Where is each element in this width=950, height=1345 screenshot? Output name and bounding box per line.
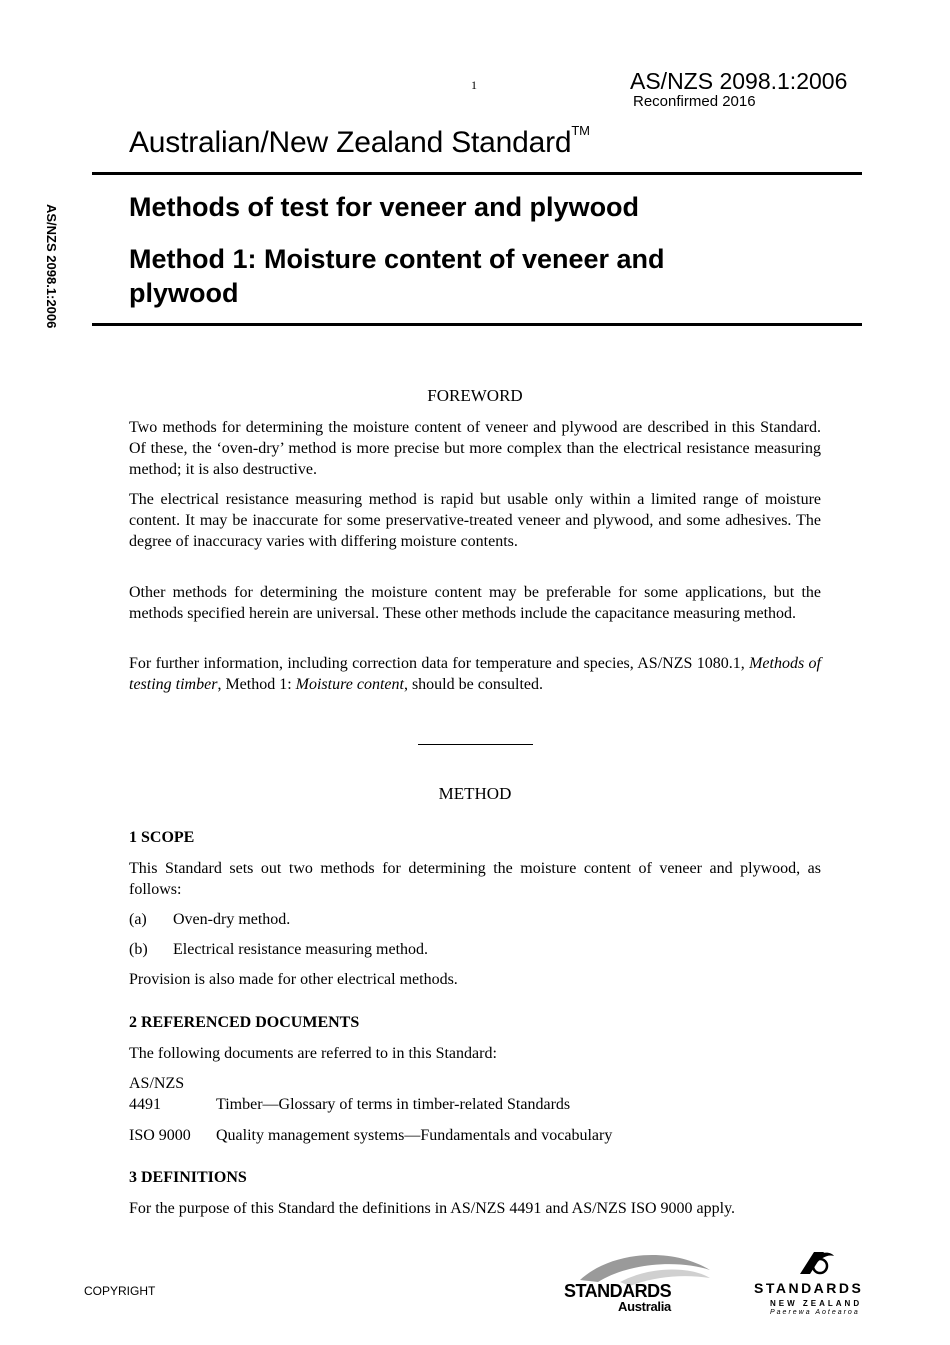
definitions-text: For the purpose of this Standard the definitions in AS/NZS 4491 and AS/NZS ISO 9000 apply.: [129, 1200, 736, 1217]
brand-title: [129, 123, 590, 160]
scope-item-b: [129, 939, 821, 960]
side-standard-label: AS/NZS 2098.1:2006: [44, 204, 59, 329]
scope-item-b-text: Electrical resistance measuring method.: [173, 941, 429, 958]
reconfirmed-label: Reconfirmed 2016: [633, 93, 756, 110]
p4-text-e: , should be consulted.: [403, 676, 544, 693]
method-title-line-1: Method 1: Moisture content of veneer and: [129, 244, 665, 274]
p4-text-a: For further information, including correction data for temperature and species, AS/NZS 1080.1,: [129, 655, 750, 672]
copyright-label: COPYRIGHT: [84, 1284, 156, 1298]
standards-new-zealand-logo: [752, 1248, 877, 1320]
reference-row-2: [129, 1125, 821, 1146]
p4-title-1: Methods of testing timber: [129, 655, 821, 693]
method-title: [129, 242, 769, 310]
standards-nz-sub: NEW ZEALAND: [770, 1299, 863, 1308]
method-title-line-2: plywood: [129, 278, 239, 308]
reference-1-title: Timber—Glossary of terms in timber-related Standards: [216, 1096, 571, 1113]
scope-item-b-label: (b): [129, 941, 148, 958]
title-bottom-rule: [92, 323, 862, 326]
reference-2-code: ISO 9000: [129, 1127, 191, 1144]
foreword-heading: FOREWORD: [427, 386, 523, 405]
p4-text-c: , Method 1:: [217, 676, 296, 693]
scope-intro: This Standard sets out two methods for determining the moisture content of veneer and plywood, as follows:: [129, 860, 821, 898]
method-heading: METHOD: [438, 784, 512, 803]
foreword-paragraph-1: Two methods for determining the moisture content of veneer and plywood are described in this Standard. Of these, the ‘oven-dry’ method is more precise but more complex than the electrical resistance measuring method; it is also destructive.: [129, 419, 821, 478]
section-divider: [418, 744, 533, 745]
scope-item-a-text: Oven-dry method.: [173, 911, 291, 928]
standards-australia-name: STANDARDS: [564, 1281, 672, 1301]
foreword-paragraph-4: [129, 653, 821, 695]
standards-australia-sub: Australia: [618, 1299, 671, 1314]
reference-row-1: [129, 1073, 821, 1115]
standard-number: AS/NZS 2098.1:2006: [630, 68, 848, 94]
scope-provision: Provision is also made for other electrical methods.: [129, 971, 458, 988]
document-title: Methods of test for veneer and plywood: [129, 192, 640, 222]
p4-title-2: Moisture content: [295, 676, 404, 693]
reference-1-code-line-1: AS/NZS: [129, 1075, 185, 1092]
reference-1-line-2: [129, 1094, 821, 1115]
trademark-mark: TM: [571, 123, 590, 138]
scope-item-a-label: (a): [129, 911, 147, 928]
standards-nz-maori: Paerewa Aotearoa: [770, 1309, 860, 1316]
top-rule: [92, 172, 862, 175]
standards-australia-logo: [560, 1248, 720, 1314]
reference-2-title: Quality management systems—Fundamentals and vocabulary: [216, 1127, 613, 1144]
scope-heading: 1 SCOPE: [129, 829, 195, 846]
reference-1-code-line-2: 4491: [129, 1096, 161, 1113]
page-number: 1: [471, 78, 477, 92]
standards-nz-name: STANDARDS: [754, 1280, 864, 1296]
references-heading: 2 REFERENCED DOCUMENTS: [129, 1014, 360, 1031]
brand-title-text: Australian/New Zealand Standard: [129, 126, 572, 159]
references-intro: The following documents are referred to in this Standard:: [129, 1045, 497, 1062]
foreword-paragraph-2: The electrical resistance measuring method is rapid but usable only within a limited range of moisture content. It may be inaccurate for some preservative-treated veneer and plywood, and some adhesives. The degree of inaccuracy varies with differing moisture contents.: [129, 491, 821, 550]
foreword-paragraph-3: Other methods for determining the moisture content may be preferable for some applications, but the methods specified herein are universal. These other methods include the capacitance measuring method.: [129, 584, 821, 622]
scope-item-a: [129, 909, 821, 930]
definitions-heading: 3 DEFINITIONS: [129, 1169, 247, 1186]
standards-nz-emblem-icon: [796, 1248, 836, 1278]
